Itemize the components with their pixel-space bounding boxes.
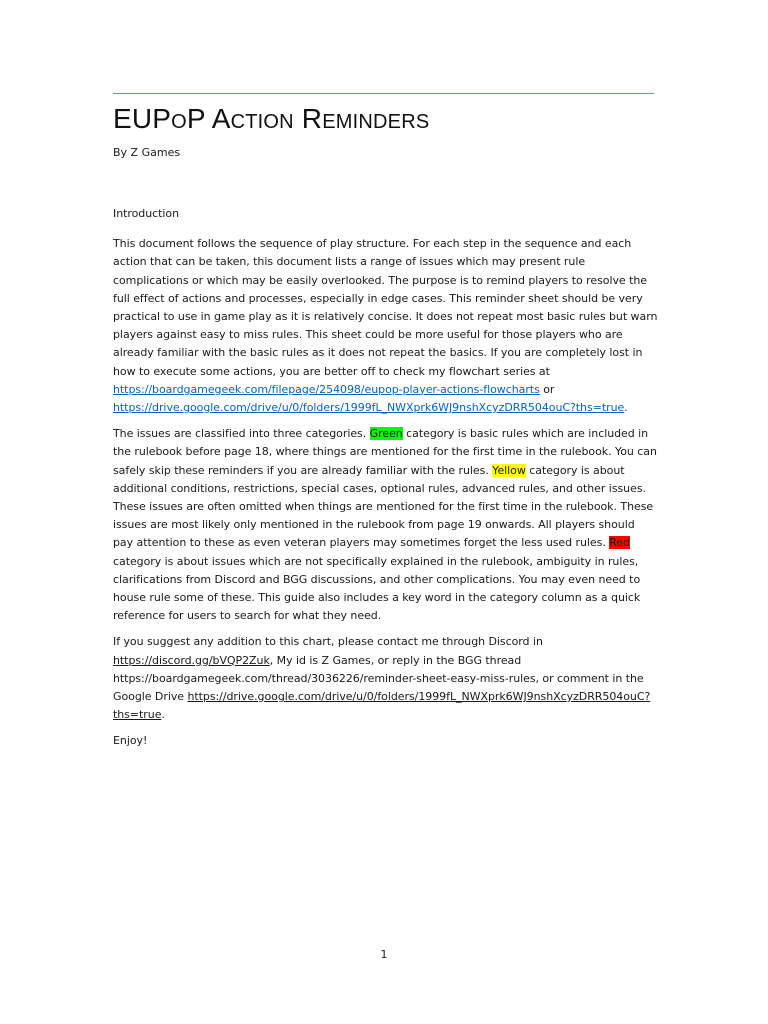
categories-lead-text: The issues are classified into three categories. (113, 427, 370, 441)
discord-link[interactable]: https://discord.gg/bVQP2Zuk (113, 653, 270, 667)
contact-text-3: . (161, 708, 165, 722)
intro-text: This document follows the sequence of play structure. For each step in the sequence and each action that can be taken, this document lists a range of issues which may present rule complications or which may be easily overlooked. The purpose is to remind players to resolve the full effect of actions and processes, especially in edge cases. This reminder sheet should be very practical to use in game play as it is relatively concise. It does not repeat most basic rules but warn players against easy to miss rules. This sheet could be more useful for those players who are already familiar with the basic rules as it does not repeat the basics. If you are completely lost in how to execute some actions, you are better off to check my flowchart series at (113, 237, 658, 378)
document-body (113, 205, 658, 759)
page-number: 1 (380, 948, 388, 961)
flowchart-link-drive[interactable]: https://drive.google.com/drive/u/0/folders/1999fL_NWXprk6WJ9nshXcyzDRR504ouC?ths=true (113, 401, 625, 415)
green-category-text: category is basic rules which are included in the rulebook before page 18, where things are mentioned for the first time in the rulebook. You can safely skip these reminders if you are already familiar with the rules. (113, 427, 657, 477)
red-category-highlight: Red (609, 536, 630, 550)
flowchart-link-bgg[interactable]: https://boardgamegeek.com/filepage/254098/eupop-player-actions-flowcharts (113, 382, 540, 396)
contact-text-1: If you suggest any addition to this chart, please contact me through Discord in (113, 635, 543, 649)
document-title: EUPoP Action Reminders (113, 103, 430, 134)
red-category-text: category is about issues which are not specifically explained in the rulebook, ambiguity in rules, clarifications from Discord and BGG discussions, and other complications. You may even need to house rule some of these. This guide also includes a key word in the category column as a quick reference for users to search for what they need. (113, 554, 641, 623)
intro-or-text: or (539, 382, 555, 396)
section-heading-introduction: Introduction (113, 207, 180, 220)
contact-text-2: , My id is Z Games, or reply in the BGG thread https://boardgamegeek.com/thread/3036226/reminder-sheet-easy-miss-rules, or comment in the Google Drive (113, 653, 644, 704)
header-rule (113, 93, 654, 94)
yellow-category-highlight: Yellow (492, 463, 526, 477)
drive-link[interactable]: https://drive.google.com/drive/u/0/folders/1999fL_NWXprk6WJ9nshXcyzDRR504ouC?ths=true (113, 690, 651, 722)
categories-paragraph (113, 425, 658, 625)
green-category-highlight: Green (369, 427, 403, 441)
closing-text: Enjoy! (113, 734, 148, 748)
document-author: By Z Games (113, 146, 181, 159)
intro-paragraph (113, 235, 658, 417)
yellow-category-text: category is about additional conditions, restrictions, special cases, optional rules, advanced rules, and other issues. These issues are often omitted when things are mentioned for the first time in the rulebook. These issues are most likely only mentioned in the rulebook from page 19 onwards. All players should pay attention to these as even veteran players may sometimes forget the less used rules. (113, 463, 654, 550)
contact-paragraph (113, 633, 658, 724)
intro-end-text: . (624, 401, 628, 415)
